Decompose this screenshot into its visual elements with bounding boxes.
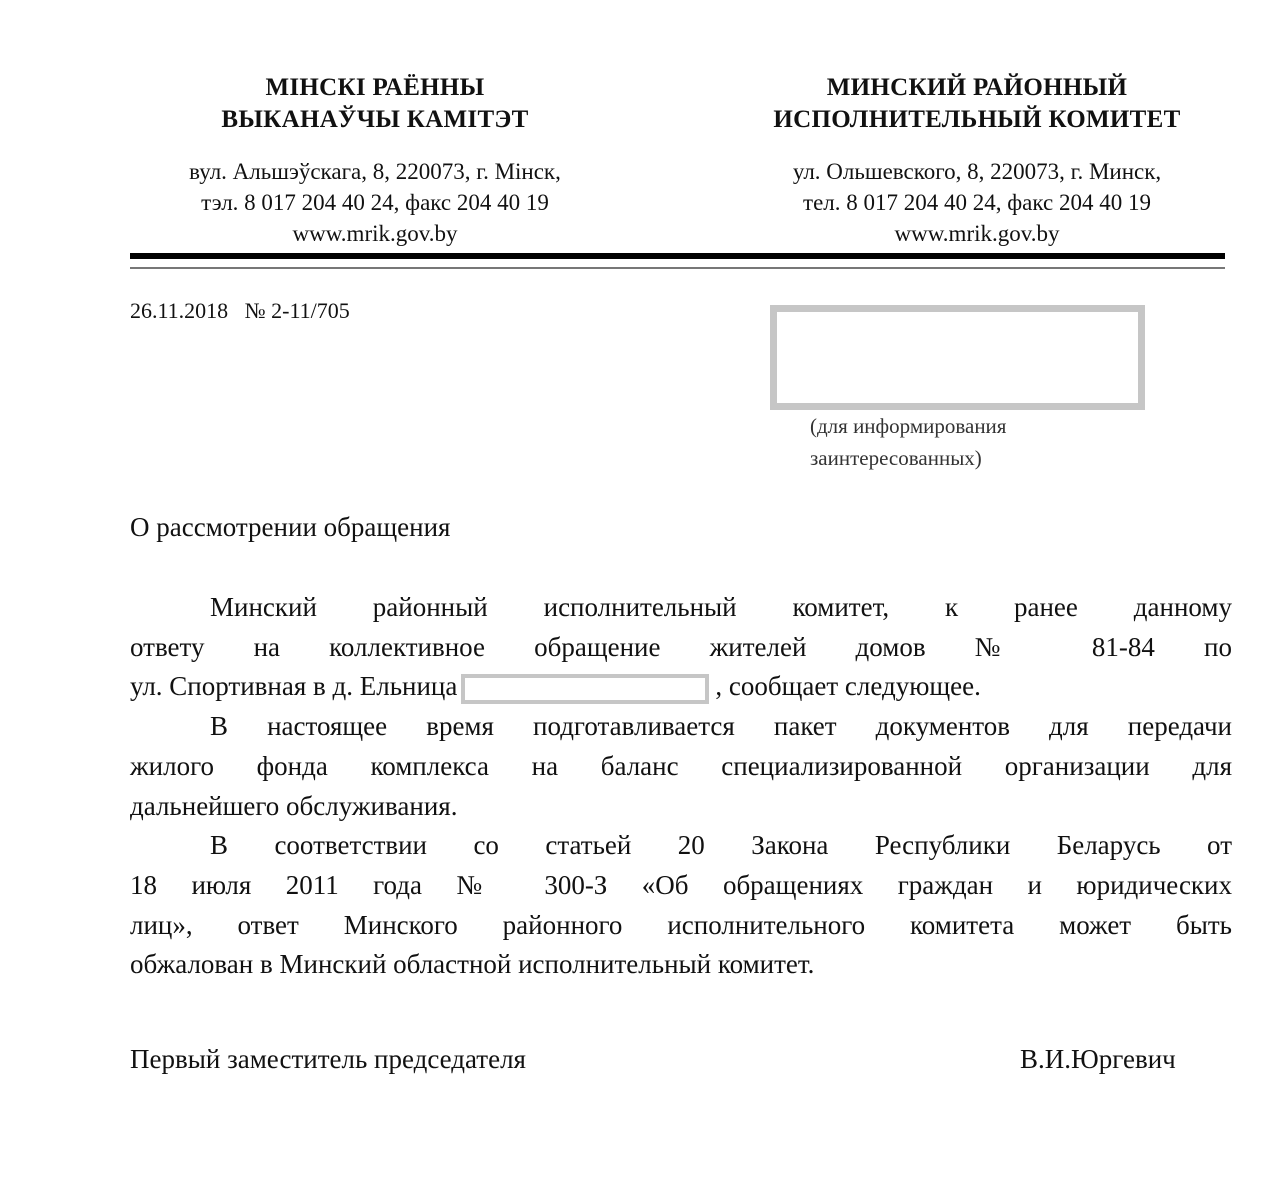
body-line: лиц», ответ Минского районного исполнительного комитета может быть (130, 909, 1232, 940)
org-address-by (95, 156, 655, 249)
addressee-caption (810, 410, 1006, 474)
phone-line: тел. 8 017 204 40 24, факс 204 40 19 (803, 190, 1151, 215)
phone-line: тэл. 8 017 204 40 24, факс 204 40 19 (201, 190, 549, 215)
redacted-addressee (770, 305, 1145, 410)
body-line: ответу на коллективное обращение жителей домов № 81-84 по (130, 631, 1232, 662)
body-line: 18 июля 2011 года № 300-З «Об обращениях граждан и юридических (130, 869, 1232, 900)
header-russian (697, 72, 1257, 249)
body-line: В соответствии со статьей 20 Закона Республики Беларусь от (210, 830, 1232, 861)
website: www.mrik.gov.by (292, 221, 458, 246)
header-belarusian (95, 72, 655, 249)
title-line: ИСПОЛНИТЕЛЬНЫЙ КОМИТЕТ (773, 106, 1181, 133)
caption-line: (для информирования (810, 414, 1007, 438)
letter-body (130, 588, 1232, 985)
body-line: обжалован в Минский областной исполнительный комитет. (130, 949, 815, 980)
text: ул. Спортивная в д. Ельница (130, 671, 458, 702)
body-line (130, 667, 1232, 707)
org-title-ru (697, 72, 1257, 136)
body-line: жилого фонда комплекса на баланс специализированной организации для (130, 750, 1232, 781)
address-line: вул. Альшэўскага, 8, 220073, г. Мінск, (189, 159, 561, 184)
title-line: ВЫКАНАЎЧЫ КАМІТЭТ (221, 106, 529, 133)
body-line: В настоящее время подготавливается пакет документов для передачи (210, 711, 1232, 742)
date-and-number: 26.11.2018 № 2-11/705 (130, 298, 350, 323)
website: www.mrik.gov.by (894, 221, 1060, 246)
subject-line: О рассмотрении обращения (130, 512, 451, 542)
org-title-by (95, 72, 655, 136)
header-thin-rule (130, 267, 1225, 269)
body-line: дальнейшего обслуживания. (130, 790, 458, 821)
signatory-name: В.И.Юргевич (1020, 1044, 1176, 1074)
caption-line: заинтересованных) (810, 446, 982, 470)
address-line: ул. Ольшевского, 8, 220073, г. Минск, (792, 159, 1162, 184)
org-address-ru (697, 156, 1257, 249)
header-thick-rule (130, 253, 1225, 259)
title-line: МИНСКИЙ РАЙОННЫЙ (826, 74, 1128, 101)
title-line: МІНСКІ РАЁННЫ (265, 74, 485, 101)
signatory-position: Первый заместитель председателя (130, 1044, 526, 1074)
redacted-text (461, 674, 709, 704)
text: , сообщает следующее. (715, 671, 981, 702)
body-line: Минский районный исполнительный комитет, к ранее данному (210, 592, 1232, 622)
